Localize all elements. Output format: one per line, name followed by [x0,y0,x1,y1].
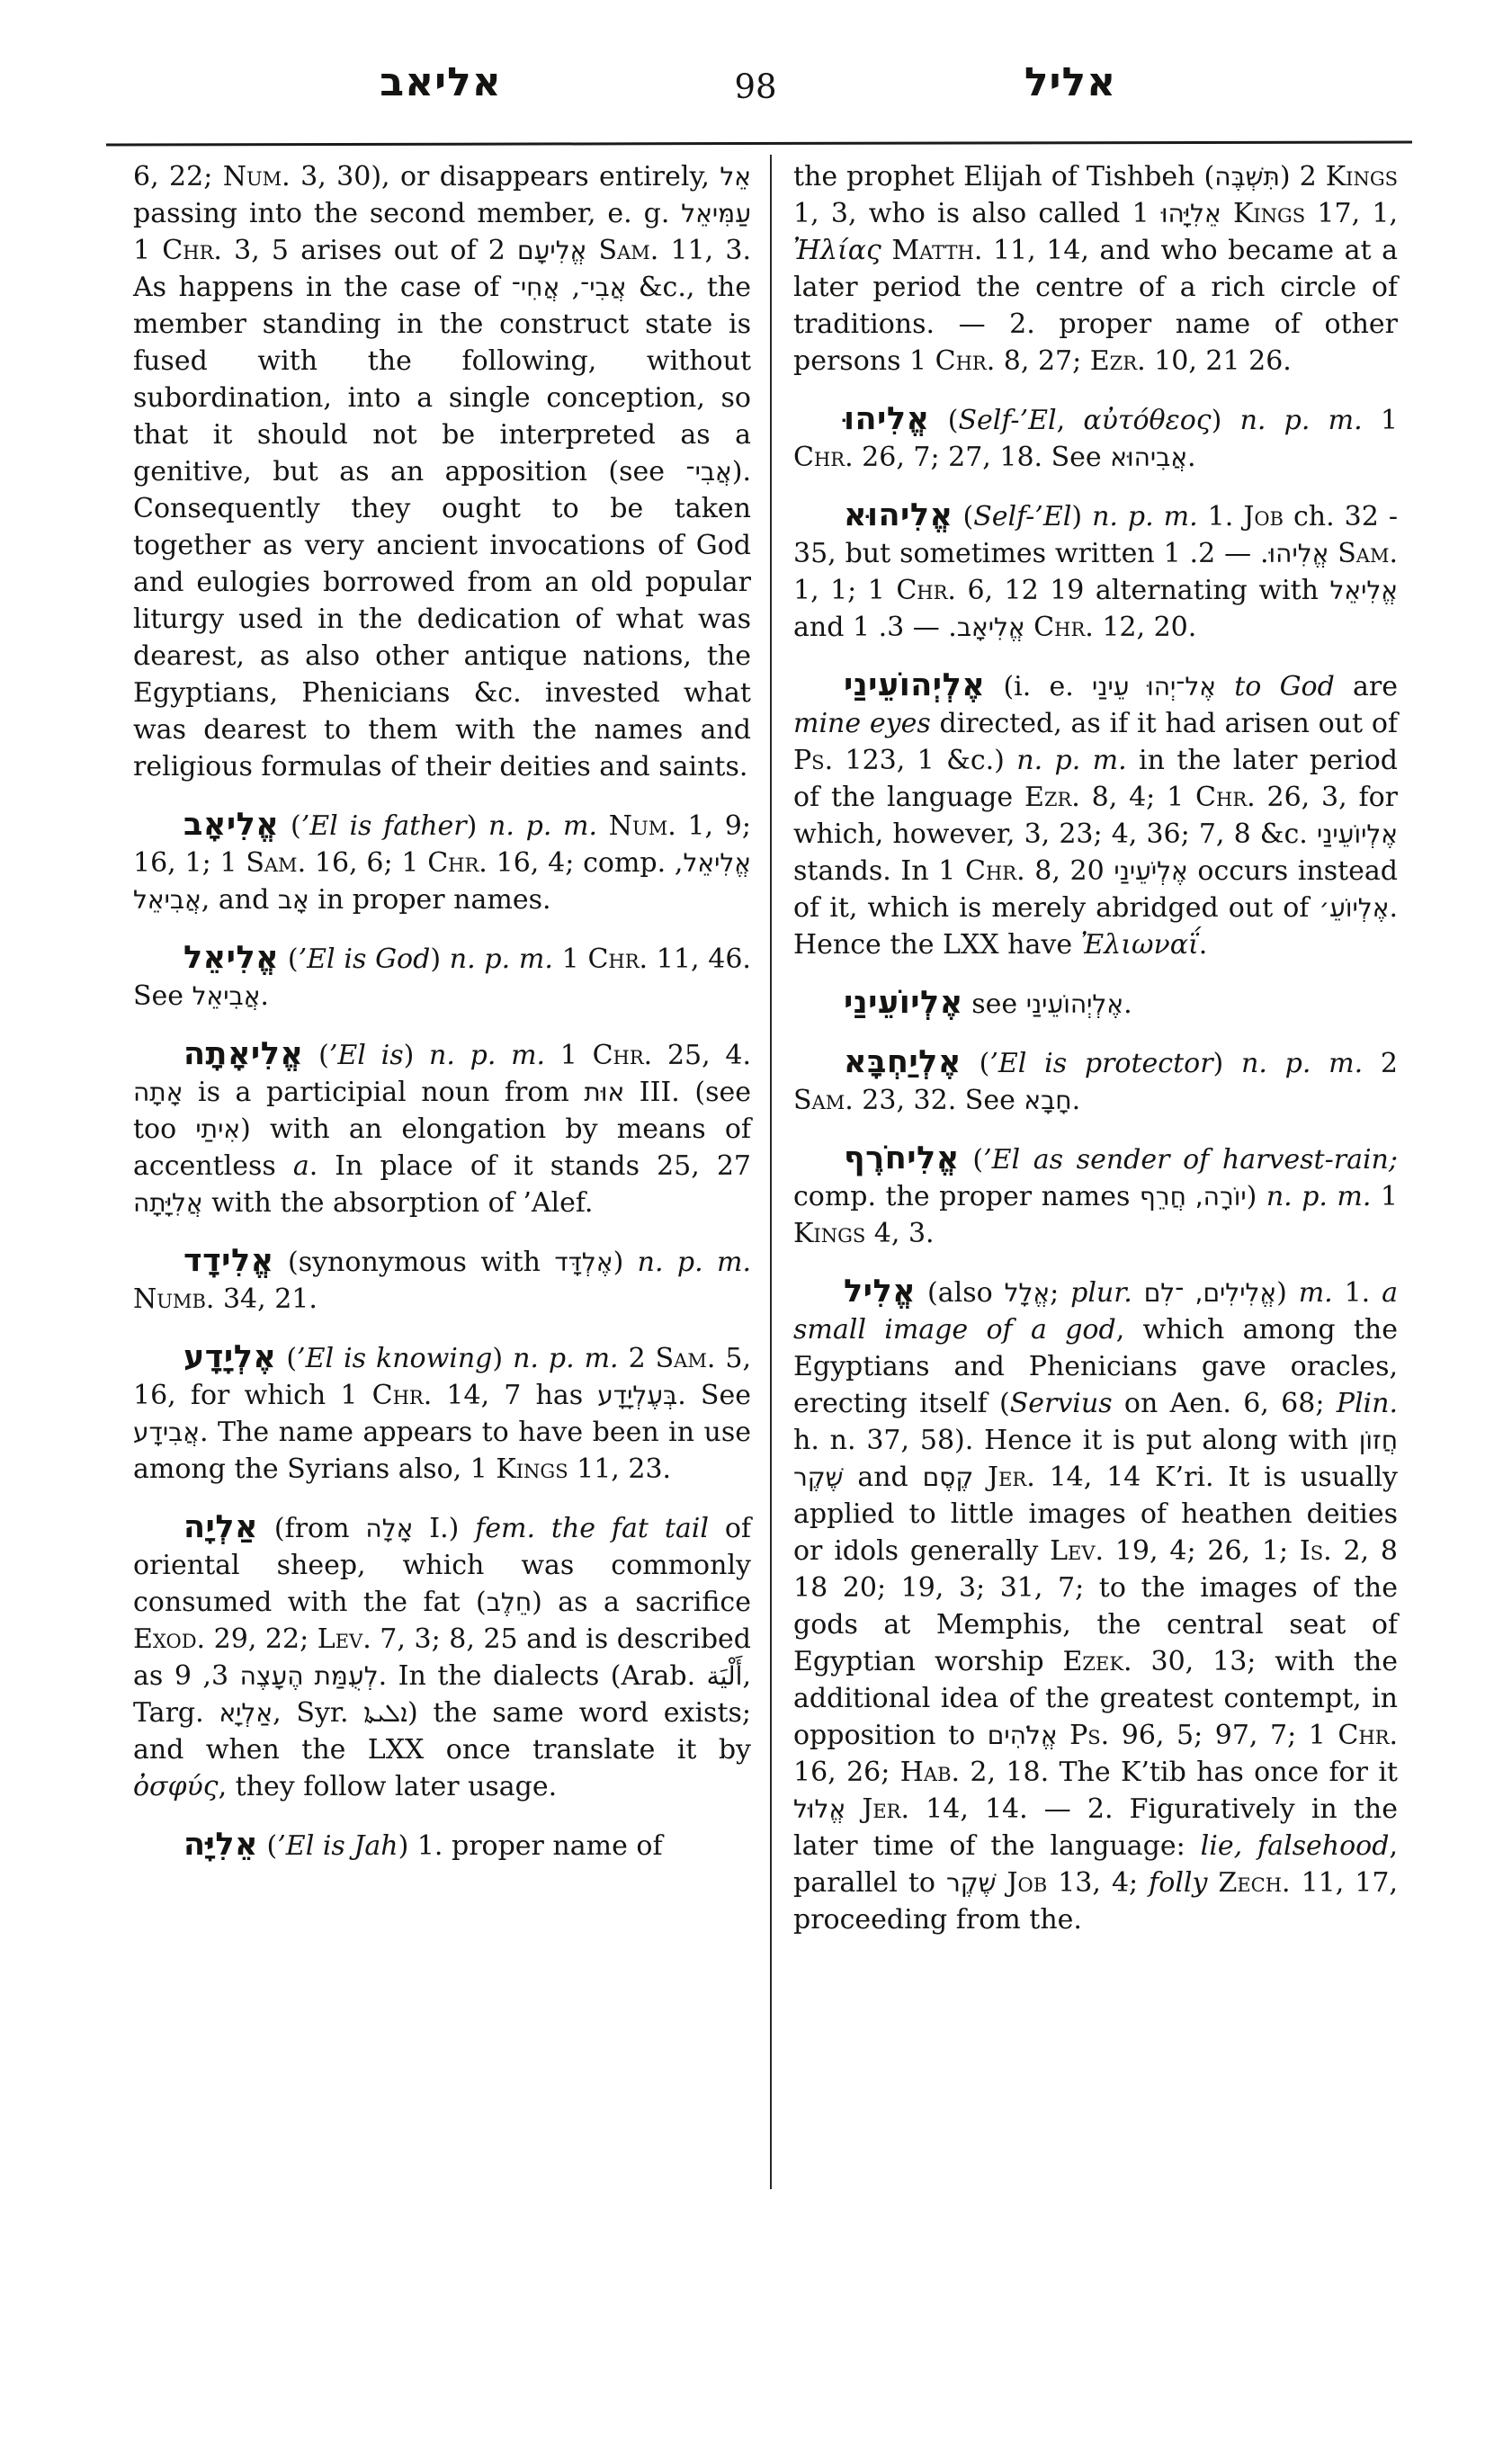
text-segment: ) [492,1343,514,1374]
text-segment: ( [258,1830,278,1862]
dictionary-paragraph [793,985,1398,1023]
italic-text: ’El is God [298,943,431,975]
smallcaps-reference: Kings [793,1218,866,1249]
text-segment: . — 2. 1 [1163,538,1338,569]
text-segment [845,1793,862,1825]
italic-text: Plin. [1336,1388,1399,1419]
text-segment: ( [279,810,301,842]
text-segment: the prophet Elijah of Tishbeh ( [793,161,1215,192]
italic-text: Servius [1009,1388,1113,1419]
running-head [0,47,1512,137]
text-segment: ( [959,1144,984,1176]
hebrew-text: אוּת [584,1077,625,1107]
smallcaps-reference: Sam. [1338,538,1398,569]
smallcaps-reference: Zech. [1218,1867,1291,1899]
text-segment: and [843,1462,923,1493]
text-segment: 1. [1332,1277,1382,1309]
hebrew-text: אֲבִיאֵל [192,981,261,1011]
italic-text: n. p. m. [1266,1181,1372,1212]
text-segment [881,235,892,266]
hebrew-text: אֱלִיעָם [517,236,587,265]
text-segment: ( [961,1048,990,1079]
hebrew-text: אֱלִיאֵל [683,848,751,878]
italic-text: n. p. m. [449,943,553,975]
italic-text: ’El is knowing [297,1343,493,1374]
text-segment: . [1123,988,1132,1020]
smallcaps-reference: Is. [1299,1535,1332,1567]
text-segment: ) [403,1040,430,1071]
italic-text: n. p. m. [637,1247,752,1278]
hebrew-text: שֶׁקֶר [946,1868,997,1898]
italic-text: to God [1234,671,1335,702]
text-segment: . Hence the LXX have [793,892,1398,961]
text-segment: (also [916,1277,1005,1309]
hebrew-text: אֱלִילִים, ־לִם [1143,1278,1277,1308]
dictionary-paragraph [133,158,751,785]
italic-text: ’El is protector [989,1048,1213,1079]
text-segment [597,810,609,842]
text-segment: . — 3. 1 [852,612,1034,643]
dictionary-paragraph [133,1243,751,1318]
smallcaps-reference: Ezr. [1089,345,1146,377]
text-segment: , [1056,405,1084,436]
text-segment: 17, 1, [1305,198,1398,229]
text-segment: 34, 21. [214,1283,318,1315]
text-segment: see [962,988,1026,1020]
text-segment: 25, 4. [652,1040,751,1071]
smallcaps-reference: Sam. [793,1085,854,1116]
text-segment: 30, 13; with the additional idea of the greatest contempt, in opposition to [793,1646,1398,1751]
text-segment: III. (see too [133,1077,751,1145]
text-segment: 11, 23. [568,1453,672,1485]
text-segment: , and [201,884,278,916]
smallcaps-reference: Hab. [899,1757,961,1788]
text-segment: 26, 7; 27, 18. See [853,442,1111,473]
arabic-text: أَلْيَة [706,1661,743,1691]
text-segment: 1. [1197,501,1244,532]
dictionary-paragraph [793,401,1398,476]
dictionary-paragraph [793,1274,1398,1938]
dictionary-paragraph [793,497,1398,646]
text-segment [1132,1277,1144,1309]
text-segment: . [260,980,269,1012]
italic-text: n. p. m. [488,810,598,842]
text-segment: 3, 9. In the dialects (Arab. [174,1660,707,1692]
italic-text: a [292,1150,309,1182]
header-rule [106,140,1412,146]
hebrew-headword: אֱלִיחֹרֶף [844,1140,960,1176]
hebrew-text: חֵלֶב [486,1587,532,1617]
text-segment: (synonymous with [273,1247,555,1278]
text-segment: 10, 21 26. [1145,345,1292,377]
hebrew-text: אֲבִיאֵל [133,885,201,915]
text-segment: in proper names. [309,884,551,916]
text-segment: 2 [618,1343,656,1374]
smallcaps-reference: Sam. [598,235,659,266]
text-segment: comp. the proper names [793,1181,1140,1212]
smallcaps-reference: Exod. [133,1623,206,1655]
header-catchword-left: אליאב [380,59,502,105]
hebrew-text: אֲבִי־ [580,273,627,302]
hebrew-text: חֲזוֹן שֶׁקֶר [793,1426,1398,1492]
dictionary-paragraph [793,1044,1398,1119]
text-segment: (from [258,1513,366,1544]
text-segment: ( [303,1040,329,1071]
smallcaps-reference: Lev. [317,1623,371,1655]
text-segment: 11, 46. See [133,943,751,1012]
italic-text: fem. the fat tail [475,1513,709,1544]
text-segment: in the later period of the language [793,745,1399,813]
text-segment: ) [613,1247,638,1278]
hebrew-text: אִיתַי [195,1114,241,1144]
hebrew-headword: אֱלִיהוּא [844,497,953,533]
text-segment: h. n. 37, 58). Hence it is put along with [793,1425,1359,1456]
hebrew-text: אֱלִיאָב [956,612,1025,642]
hebrew-headword: אֵלִיָּה [183,1827,259,1863]
greek-text: Ἐλιωναΐ [1080,929,1199,961]
text-segment: 16, 26; [793,1757,900,1788]
text-segment: occurs instead of it, which is merely abridged out of [793,855,1398,924]
hebrew-text: אֶלְדָּד [554,1247,613,1277]
text-segment: . [1071,1085,1081,1116]
text-segment: , Syr. [273,1697,364,1729]
text-segment: 2, 18. The K’tib has once for it [960,1757,1398,1788]
hebrew-text: אָב [277,885,309,915]
hebrew-headword: אֱלִיהוּ [844,401,930,437]
italic-text: plur. [1070,1277,1132,1309]
hebrew-text: תִּשְׁבֶּה [1214,162,1280,192]
hebrew-headword: אֱלִיאָתָה [183,1036,304,1072]
text-segment: ) the same word exists; and when the LXX once translate it by [133,1697,751,1766]
text-segment: ) 1. proper name of [398,1830,663,1862]
hebrew-headword: אֱלִיאֵל [183,940,280,976]
text-segment: 4, 3. [865,1218,935,1249]
smallcaps-reference: Chr. [935,345,996,377]
italic-text: m. [1298,1277,1333,1309]
smallcaps-reference: Job [1243,501,1284,532]
italic-text: lie, falsehood [1200,1830,1390,1862]
smallcaps-reference: Lev. [1050,1535,1105,1567]
smallcaps-reference: Kings [496,1453,568,1485]
italic-text: a small image of a god [793,1277,1398,1346]
text-segment: 16, 4; comp. [487,847,675,879]
text-segment: 29, 22; [205,1623,318,1655]
hebrew-text: עַמִּיאֵל [681,199,751,228]
text-segment: ) 2 [1279,161,1326,192]
hebrew-text: אֱלָל [1004,1278,1051,1308]
dictionary-paragraph [133,1509,751,1805]
text-segment: and [793,612,853,643]
smallcaps-reference: Ezek. [1062,1646,1132,1677]
smallcaps-reference: Matth. [891,235,983,266]
hebrew-text: אֵל [720,162,751,192]
text-segment: 6, 12 19 alternating with [955,575,1330,606]
dictionary-paragraph [133,1339,751,1488]
italic-text: ’El is father [300,810,467,842]
left-column [133,158,751,1864]
text-segment: 8, 4; 1 [1079,782,1196,813]
text-segment: , they follow later usage. [218,1771,558,1802]
text-segment: are [1334,671,1398,702]
dictionary-paragraph [793,1140,1398,1252]
text-segment: 1 [1362,405,1398,436]
hebrew-headword: אֶלְיַחְבָּא [844,1044,962,1080]
text-segment: ( [279,943,299,975]
smallcaps-reference: Num. [608,810,676,842]
text-segment: ( [929,405,959,436]
text-segment: &c., the member standing in the construct state is fused with the following, without subordination, into a single conception, so that it should not be interpreted as a genitive, but as an apposition (see [133,272,751,487]
smallcaps-reference: Chr. [1338,1720,1398,1751]
hebrew-text: אֶלְיוֹעֵ׳ [1319,893,1390,923]
text-segment: , [674,847,684,879]
text-segment: 8, 20 [1024,855,1114,887]
text-segment: 23, 32. See [853,1085,1024,1116]
header-catchword-right: אליל [1024,59,1117,105]
italic-text: n. p. m. [513,1343,619,1374]
text-segment [1058,1720,1070,1751]
italic-text: n. p. m. [1016,745,1127,776]
italic-text: Self-’El [973,501,1072,532]
hebrew-headword: אַלְיָה [183,1509,259,1545]
text-segment: is a participial noun from [183,1077,585,1108]
text-segment: 14, 14 K’ri. It is usually applied to little images of heathen deities or idols generally [793,1462,1398,1567]
text-segment: ) [1211,405,1240,436]
hebrew-text: אֵלִיָּהוּ [1160,199,1221,228]
text-segment: , Targ. [133,1660,751,1729]
text-segment: directed, as if it had arisen out of [930,708,1398,739]
hebrew-headword: אֶלְיָדָע [183,1339,277,1375]
text-segment: 1 [1371,1181,1399,1212]
hebrew-text: אַלְיָא [219,1698,273,1728]
smallcaps-reference: Chr. [1033,612,1094,643]
hebrew-text: לְעֻמַּת הֶעָצֶה [239,1661,379,1691]
text-segment: ) as a sacrifice [532,1587,751,1618]
text-segment: ch. 32 - 35, but sometimes written [793,501,1398,569]
text-segment: 13, 4; [1047,1867,1150,1899]
hebrew-text: יוֹרָה, חֲרֵף [1139,1182,1247,1212]
hebrew-text: אֲבִיהוּא [1110,443,1188,472]
text-segment: 11, 17, proceeding from the. [793,1867,1399,1936]
text-segment: 14, 14. — 2. Figuratively in the later time of the language: [793,1793,1398,1862]
smallcaps-reference: Chr. [162,235,222,266]
hebrew-text: אָתָה [133,1077,183,1107]
smallcaps-reference: Sam. [655,1343,716,1374]
page-number: 98 [734,67,777,106]
smallcaps-reference: Sam. [246,847,307,879]
smallcaps-reference: Kings [1232,198,1306,229]
hebrew-text: אֶלְיְהוֹעֵינַי [1025,989,1124,1019]
text-segment: 123, 1 &c.) [833,745,1017,776]
hebrew-headword: אֱלִיל [844,1274,917,1310]
hebrew-text: אֲחִי־ [511,273,560,302]
text-segment: 16, 6; 1 [306,847,428,879]
text-segment: . [1198,929,1208,961]
text-segment: 1 [1132,198,1233,229]
dictionary-paragraph [133,940,751,1015]
hebrew-headword: אֶלְיְהוֹעֵינַי [844,667,986,703]
italic-text: n. p. m. [1239,405,1363,436]
smallcaps-reference: Ps. [793,745,834,776]
smallcaps-reference: Chr. [587,943,649,975]
text-segment: I.) [413,1513,476,1544]
hebrew-text: אֱלִיאֵל [1329,576,1398,605]
text-segment: ) [1276,1277,1299,1309]
greek-text: Ἠλίας [793,235,881,266]
smallcaps-reference: Num. [222,161,291,192]
text-segment: , parallel to [793,1830,1398,1899]
dictionary-paragraph [793,667,1398,963]
text-segment: 6, 22; [133,161,223,192]
italic-text: n. p. m. [1241,1048,1364,1079]
column-divider-rule [770,155,772,2189]
text-segment [997,1867,1007,1899]
hebrew-text: אֲבִי־ [685,457,732,487]
text-segment: 19, 4; 26, 1; [1104,1535,1300,1567]
text-segment: ( [953,501,974,532]
hebrew-text: אֲבִידָע [133,1417,200,1447]
text-segment: ( [276,1343,298,1374]
right-column [793,158,1398,1938]
text-segment: 2 [1363,1048,1398,1079]
text-segment: 11, 3. As happens in the case of [133,235,752,303]
hebrew-text: בְּעֶלְיָדָע [597,1381,678,1410]
greek-text: ὀσφύς [133,1771,219,1802]
text-segment: ; [1050,1277,1071,1309]
text-segment: 14, 7 has [432,1380,598,1411]
smallcaps-reference: Numb. [133,1283,215,1315]
text-segment: ) [1212,1048,1242,1079]
hebrew-text: חָבָא [1024,1086,1072,1115]
dictionary-paragraph [133,1036,751,1221]
hebrew-headword: אֶלְיוֹעֵינַי [844,985,963,1021]
text-segment: 11, 14, and who became at a later period the centre of a rich circle of traditions. — 2. proper name of other persons 1 [793,235,1398,377]
text-segment: 3, 5 arises out of [221,235,488,266]
text-segment: 2, 8 18 20; 19, 3; 31, 7; to the images of the gods at Memphis, the central seat of Egyptian worship [793,1535,1398,1677]
text-segment: ). Consequently they ought to be taken together as very ancient invocations of God and eulogies borrowed from an old popular liturgy used in the dedication of what was dearest, as also other antique nations, the Egyptians, Phenicians &c. invested what was dearest to them with the names and religious formulas of their deities and saints. [133,456,751,782]
italic-text: mine eyes [793,708,931,739]
smallcaps-reference: Chr. [371,1380,433,1411]
text-segment [1216,671,1234,702]
text-segment: 7, 3; 8, 25 and is described as [133,1623,751,1692]
hebrew-text: קֶסֶם [922,1462,974,1492]
text-segment [1207,1867,1218,1899]
text-segment: 26, 3, for which, however, 3, 23; 4, 36; 7, 8 &c. [793,782,1399,850]
text-segment: , which among the Egyptians and Phenicians gave oracles, erecting itself ( [793,1314,1399,1419]
hebrew-headword: אֱלִיאָב [183,807,280,843]
text-segment: ) [430,943,450,975]
smallcaps-reference: Jer. [988,1462,1035,1493]
text-segment: on Aen. 6, 68; [1112,1388,1337,1419]
text-segment: 1, 9; 16, 1; 1 [133,810,751,879]
italic-text: ’El is [328,1040,404,1071]
text-segment: . In place of it stands 25, 27 [309,1150,751,1182]
text-segment: ) [466,810,489,842]
text-segment: 1 [133,235,163,266]
text-segment: stands. In 1 [793,855,965,887]
smallcaps-reference: Kings [1325,161,1398,192]
text-segment: 1 [552,943,588,975]
text-segment: 96, 5; 97, 7; 1 [1109,1720,1338,1751]
smallcaps-reference: Chr. [964,855,1025,887]
smallcaps-reference: Chr. [592,1040,653,1071]
italic-text: n. p. m. [429,1040,546,1071]
hebrew-text: אֶלְיוֹעֵינַי [1316,819,1398,849]
italic-text: folly [1149,1867,1208,1899]
smallcaps-reference: Chr. [793,442,854,473]
dictionary-paragraph [793,158,1398,380]
dictionary-paragraph [133,1827,751,1864]
text-segment: 1, 1; 1 [793,575,897,606]
text-segment: 1, 3, who is also called [793,198,1132,229]
text-segment: 1 [545,1040,593,1071]
smallcaps-reference: Ezr. [1024,782,1080,813]
text-segment: passing into the second member, e. g. [133,198,682,229]
hebrew-text: אֱלִיהוּ [1268,539,1329,568]
text-segment: 8, 27; [995,345,1090,377]
smallcaps-reference: Job [1007,1867,1048,1899]
hebrew-text: אֶלְיֹעֵינַי [1114,856,1188,886]
smallcaps-reference: Chr. [1195,782,1256,813]
text-segment: ) [1246,1181,1266,1212]
text-segment: . [1187,442,1196,473]
text-segment: . See [677,1380,751,1411]
text-segment: 12, 20. [1093,612,1197,643]
text-segment [973,1462,988,1493]
text-segment: 3, 30), or disappears entirely, [290,161,720,192]
text-segment: . The name appears to have been in use among the Syrians also, 1 [133,1417,751,1485]
text-segment: 5, 16, for which 1 [133,1343,751,1411]
syriac-text: ܐܠܝܬܐ [363,1698,407,1728]
italic-text: n. p. m. [1092,501,1198,532]
text-segment: with the absorption of ’Alef. [202,1187,594,1219]
text-segment: , [559,272,581,303]
italic-text: ’El is Jah [277,1830,398,1862]
smallcaps-reference: Chr. [427,847,488,879]
italic-text: Self-’El [958,405,1057,436]
hebrew-text: אֲלִיָּתָה [133,1188,203,1218]
dictionary-paragraph [133,807,751,918]
hebrew-text: אֱלוּל [793,1794,846,1824]
hebrew-text: אֶל־יְהוּ עֵינַי [1092,672,1217,702]
hebrew-text: אֱלֹהִים [987,1721,1058,1750]
text-segment: of oriental sheep, which was commonly consumed with the fat ( [133,1513,752,1618]
text-segment: 2 [488,235,599,266]
text-segment: (i. e. [985,671,1092,702]
smallcaps-reference: Chr. [896,575,956,606]
smallcaps-reference: Ps. [1069,1720,1110,1751]
hebrew-headword: אֱלִידָד [183,1243,274,1279]
text-segment: ) with an elongation by means of accentless [133,1113,751,1182]
smallcaps-reference: Jer. [862,1793,910,1825]
greek-text: αὐτόθεος [1083,405,1212,436]
italic-text: ’El as sender of harvest-rain; [983,1144,1398,1176]
hebrew-text: אָלָה [365,1514,414,1543]
text-segment: ) [1071,501,1093,532]
